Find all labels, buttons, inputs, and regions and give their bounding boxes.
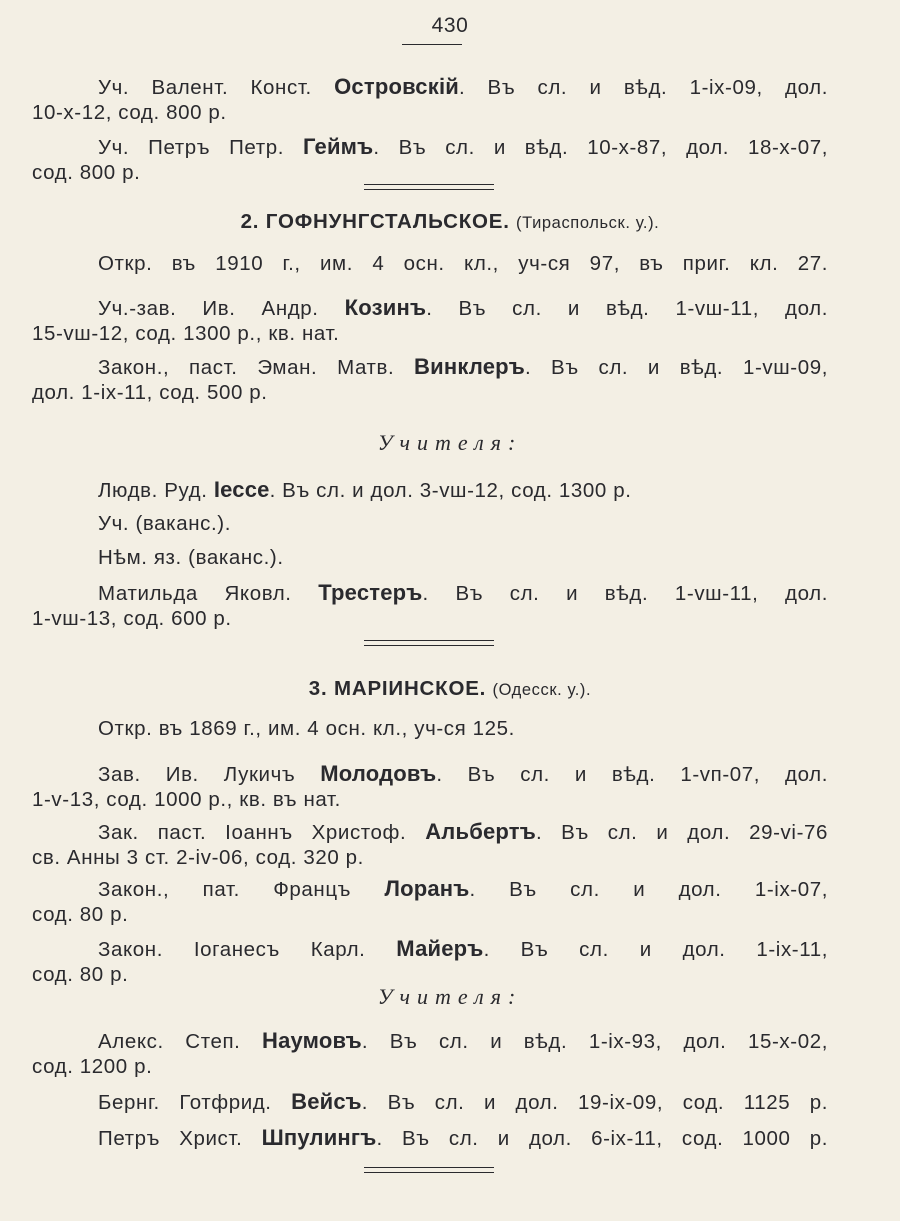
- section-divider: [364, 640, 494, 646]
- entry-line: 10-х-12, сод. 800 р.: [32, 101, 227, 124]
- person-name: Трестеръ: [318, 580, 423, 605]
- section-divider: [364, 184, 494, 190]
- entry-line: Закон., пат. Францъ Лоранъ. Въ сл. и дол. 1-ix-07,: [98, 876, 829, 901]
- entry-line: Уч.-зав. Ив. Андр. Козинъ. Въ сл. и вѣд. 1-vш-11, дол.: [98, 295, 828, 320]
- person-name: Альбертъ: [425, 819, 536, 844]
- school-info: Откр. въ 1869 г., им. 4 осн. кл., уч-ся 125.: [98, 717, 515, 740]
- entry-maier: [32, 936, 828, 988]
- entry-line: Уч. Валент. Конст. Островскій. Въ сл. и вѣд. 1-ix-09, дол.: [98, 74, 828, 99]
- person-name: Лоранъ: [384, 876, 470, 901]
- entry-vacancy-german: Нѣм. яз. (ваканс.).: [98, 546, 284, 569]
- entry-line: 1-v-13, сод. 1000 р., кв. въ нат.: [32, 788, 341, 811]
- entry-line: сод. 80 р.: [32, 963, 129, 986]
- teachers-subheading: Учителя:: [377, 430, 523, 455]
- entry-line: 1-vш-13, сод. 600 р.: [32, 607, 232, 630]
- school-info: Откр. въ 1910 г., им. 4 осн. кл., уч-ся 97, въ приг. кл. 27.: [98, 252, 828, 275]
- person-name: Молодовъ: [320, 761, 437, 786]
- person-name: Наумовъ: [262, 1028, 362, 1053]
- entry-geim: [32, 134, 828, 186]
- teachers-subheading: Учителя:: [377, 984, 523, 1009]
- person-name: Островскій: [334, 74, 459, 99]
- person-name: Козинъ: [344, 295, 427, 320]
- section-divider: [364, 1167, 494, 1173]
- entry-line: сод. 80 р.: [32, 903, 129, 926]
- entry-line: Закон. Iоганесъ Карл. Майеръ. Въ сл. и дол. 1-ix-11,: [98, 936, 829, 961]
- entry-line: Уч. Петръ Петр. Геймъ. Въ сл. и вѣд. 10-х-87, дол. 18-х-07,: [98, 134, 829, 159]
- entry-vacancy-teacher: Уч. (ваканс.).: [98, 512, 231, 535]
- entry-line: 15-vш-12, сод. 1300 р., кв. нат.: [32, 322, 340, 345]
- entry-vinkler: [32, 354, 828, 406]
- person-name: Iессе: [213, 477, 270, 502]
- entry-line: Бернг. Готфрид. Вейсъ. Въ сл. и дол. 19-ix-09, сод. 1125 р.: [98, 1089, 829, 1114]
- entry-line: Алекс. Степ. Наумовъ. Въ сл. и вѣд. 1-ix-93, дол. 15-х-02,: [98, 1028, 828, 1053]
- entry-iesse: [32, 477, 828, 503]
- entry-molodov: [32, 761, 828, 813]
- entry-ostrovsky: [32, 74, 828, 126]
- person-name: Шпулингъ: [261, 1125, 377, 1150]
- entry-line: Закон., паст. Эман. Матв. Винклеръ. Въ сл. и вѣд. 1-vш-09,: [98, 354, 828, 379]
- entry-line: Матильда Яковл. Трестеръ. Въ сл. и вѣд. 1-vш-11, дол.: [98, 580, 828, 605]
- entry-line: сод. 1200 р.: [32, 1055, 153, 1078]
- page-number-rule: [402, 44, 462, 45]
- entry-kozin: [32, 295, 828, 347]
- entry-line: дол. 1-ix-11, сод. 500 р.: [32, 381, 268, 404]
- entry-line: Петръ Христ. Шпулингъ. Въ сл. и дол. 6-ix-11, сод. 1000 р.: [98, 1125, 829, 1150]
- entry-naumov: [32, 1028, 828, 1080]
- entry-trester: [32, 580, 828, 632]
- entry-line: Зак. паст. Iоаннъ Христоф. Альбертъ. Въ сл. и дол. 29-vi-76: [98, 819, 828, 844]
- entry-line: сод. 800 р.: [32, 161, 141, 184]
- section-heading: 2. ГОФНУНГСТАЛЬСКОЕ. (Тираспольск. у.).: [240, 210, 660, 233]
- section-heading: 3. МАРIИНСКОЕ. (Одесск. у.).: [308, 677, 592, 700]
- person-name: Вейсъ: [291, 1089, 362, 1114]
- entry-line: Зав. Ив. Лукичъ Молодовъ. Въ сл. и вѣд. 1-vп-07, дол.: [98, 761, 828, 786]
- entry-shpuling: [32, 1125, 828, 1151]
- entry-loran: [32, 876, 828, 928]
- entry-albert: [32, 819, 828, 871]
- person-name: Майеръ: [396, 936, 484, 961]
- person-name: Геймъ: [302, 134, 374, 159]
- entry-veis: [32, 1089, 828, 1115]
- person-name: Винклеръ: [414, 354, 526, 379]
- entry-line: Людв. Руд. Iессе. Въ сл. и дол. 3-vш-12, сод. 1300 р.: [98, 477, 632, 502]
- page-number: 430: [431, 14, 469, 37]
- entry-line: св. Анны 3 ст. 2-iv-06, сод. 320 р.: [32, 846, 364, 869]
